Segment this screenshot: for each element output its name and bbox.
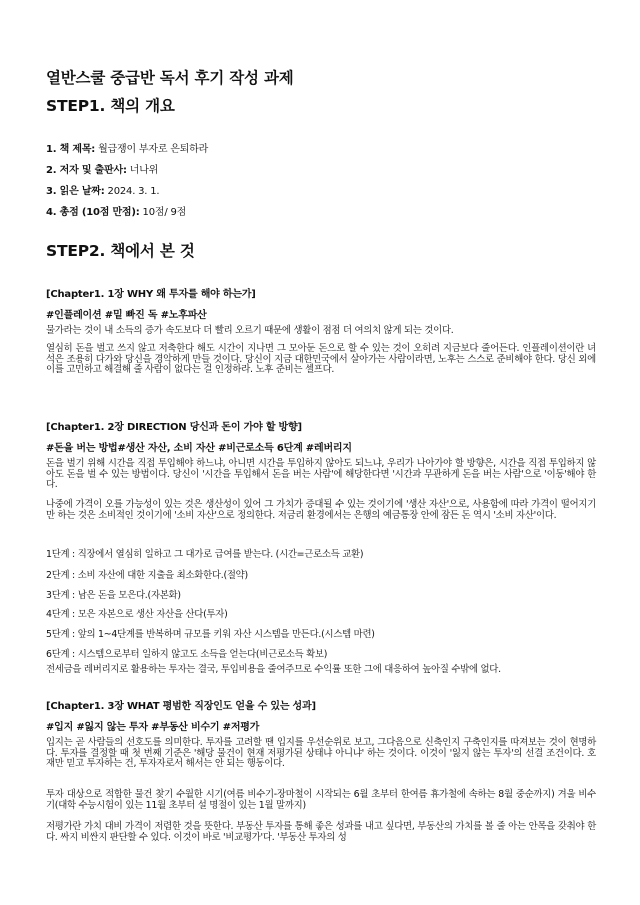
stage-item: 5단계 : 앞의 1~4단계를 반복하며 규모를 키워 자산 시스템을 만든다.(시스템 마련) — [46, 629, 375, 640]
stage-item: 1단계 : 직장에서 열심히 일하고 그 대가로 급여를 받는다. (시간=근로소득 교환) — [46, 549, 364, 560]
chapter3-paragraph: 저평가란 가치 대비 가격이 저렴한 것을 뜻한다. 부동산 투자를 통해 좋은 성과를 내고 싶다면, 부동산의 가치를 볼 줄 아는 안목을 갖춰야 한다. 싸지 비싼지 판단할 수 있다. 이것이 바로 '비교평가'다. '부동산 투자의 성 — [46, 821, 596, 843]
author-line — [46, 161, 158, 176]
step1-heading: STEP1. 책의 개요 — [46, 97, 175, 115]
author-label: 2. 저자 및 출판사: — [46, 165, 127, 176]
score-value: 10점/ 9점 — [139, 207, 187, 218]
read-date-value: 2024. 3. 1. — [104, 186, 160, 197]
book-title-line — [46, 140, 208, 155]
chapter1-tags: #인플레이션 #밑 빠진 독 #노후파산 — [46, 310, 207, 321]
chapter3-title: [Chapter1. 3장 WHAT 평범한 직장인도 얻을 수 있는 성과] — [46, 701, 316, 712]
chapter2-paragraph: 돈을 벌기 위해 시간을 직접 투입해야 하느냐, 아니면 시간을 투입하지 않아도 되느냐, 우리가 나아가야 할 방향은, 시간을 직접 투입하지 않아도 돈을 벌 수 있는 방법이다. 당신이 '시간을 투입해서 돈을 버는 사람'에 해당한다면 '시간과 무관하게 돈을 버는 사람'으로 '이동'해야 한다. — [46, 458, 596, 491]
read-date-line — [46, 182, 159, 197]
document-title: 열반스쿨 중급반 독서 후기 작성 과제 — [46, 69, 294, 87]
stage-item: 2단계 : 소비 자산에 대한 지출을 최소화한다.(절약) — [46, 570, 248, 581]
chapter1-title: [Chapter1. 1장 WHY 왜 투자를 해야 하는가] — [46, 289, 256, 300]
chapter1-paragraph: 열심히 돈을 벌고 쓰지 않고 저축한다 해도 시간이 지나면 그 모아둔 돈으로 할 수 있는 것이 오히려 지금보다 줄어든다. 인플레이션이란 녀석은 조용히 다가와 당신을 경악하게 만들 것이다. 당신이 지금 대한민국에서 살아가는 사람이라면, 노후는 스스로 준비해야 한다. 당신 외에 이를 고민하고 해결해 줄 사람이 없다는 걸 인정하라. 노후 준비는 셀프다. — [46, 343, 596, 376]
chapter2-paragraph: 나중에 가격이 오를 가능성이 있는 것은 생산성이 있어 그 가치가 증대될 수 있는 것이기에 '생산 자산'으로, 사용함에 따라 가격이 떨어지기만 하는 것은 소비적인 것이기에 '소비 자산'으로 정의한다. 저금리 환경에서는 은행의 예금통장 안에 잠든 돈 역시 '소비 자산'이다. — [46, 499, 596, 521]
chapter2-title: [Chapter1. 2장 DIRECTION 당신과 돈이 가야 할 방향] — [46, 422, 302, 433]
step2-heading: STEP2. 책에서 본 것 — [46, 242, 195, 260]
chapter2-tags: #돈을 버는 방법#생산 자산, 소비 자산 #비근로소득 6단계 #레버리지 — [46, 443, 352, 454]
book-title-label: 1. 책 제목: — [46, 144, 96, 155]
chapter2-closing: 전세금을 레버리지로 활용하는 투자는 결국, 투입비용을 줄여주므로 수익률 또한 그에 대응하여 높아질 수밖에 없다. — [46, 664, 501, 675]
author-value: 너나위 — [126, 165, 159, 176]
chapter3-paragraph: 투자 대상으로 적합한 물건 찾기 수월한 시기(여름 비수기-장마철이 시작되는 6월 초부터 한여름 휴가철에 속하는 8월 중순까지) 겨울 비수기(대학 수능시험이 있는 11월 초부터 설 명절이 있는 1월 말까지) — [46, 789, 596, 811]
chapter1-paragraph: 물가라는 것이 내 소득의 증가 속도보다 더 빨리 오르기 때문에 생활이 점점 더 여의치 않게 되는 것이다. — [46, 325, 454, 336]
chapter3-paragraph: 입지는 곧 사람들의 선호도를 의미한다. 투자를 고려할 땐 입지를 우선순위로 보고, 그다음으로 신축인지 구축인지를 따져보는 것이 현명하다. 투자를 결정할 때 첫 번째 기준은 '해당 물건이 현재 저평가된 상태냐 아니냐' 하는 것이다. 이것이 '잃지 않는 투자'의 선결 조건이다. 호재만 믿고 투자하는 건, 투자자로서 해서는 안 되는 행동이다. — [46, 737, 596, 770]
stage-item: 3단계 : 남은 돈을 모은다.(자본화) — [46, 590, 181, 601]
score-label: 4. 총점 (10점 만점): — [46, 207, 140, 218]
read-date-label: 3. 읽은 날짜: — [46, 186, 105, 197]
stage-item: 6단계 : 시스템으로부터 일하지 않고도 소득을 얻는다(비근로소득 확보) — [46, 649, 328, 660]
chapter3-tags: #입지 #잃지 않는 투자 #부동산 비수기 #저평가 — [46, 722, 260, 733]
score-line — [46, 203, 186, 218]
book-title-value: 월급쟁이 부자로 은퇴하라 — [95, 144, 209, 155]
stage-item: 4단계 : 모은 자본으로 생산 자산을 산다(투자) — [46, 609, 228, 620]
